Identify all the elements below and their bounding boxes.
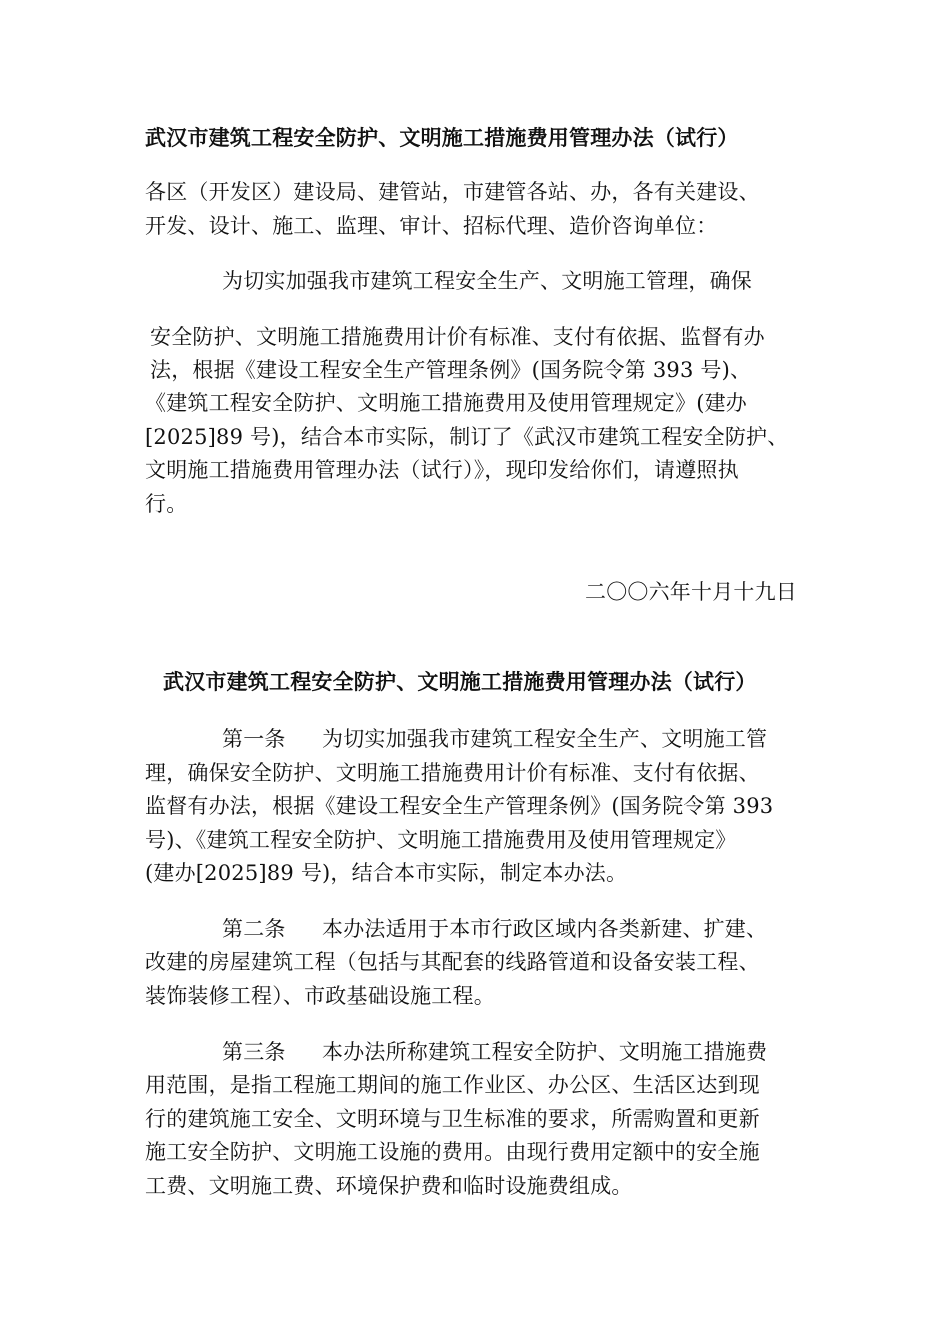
regulation-title: 武汉市建筑工程安全防护、文明施工措施费用管理办法（试行）	[163, 669, 757, 694]
article-line: 理，确保安全防护、文明施工措施费用计价有标准、支付有依据、	[145, 761, 760, 785]
article-first-line: 本办法所称建筑工程安全防护、文明施工措施费	[322, 1040, 768, 1064]
article-label: 第一条	[222, 727, 286, 751]
article-label: 第二条	[222, 917, 286, 941]
article-label: 第三条	[222, 1040, 286, 1064]
article-line: (建办[2025]89 号)，结合本市实际，制定本办法。	[145, 861, 628, 885]
notice-title: 武汉市建筑工程安全防护、文明施工措施费用管理办法（试行）	[145, 125, 739, 150]
article-line: 装饰装修工程）、市政基础设施工程。	[145, 984, 495, 1008]
notice-body-line: 法，根据《建设工程安全生产管理条例》(国务院令第 393 号)、	[150, 358, 752, 382]
notice-body-line: 文明施工措施费用管理办法（试行）》，现印发给你们，请遵照执	[145, 458, 739, 482]
notice-body-line: 行。	[145, 492, 188, 516]
notice-intro: 为切实加强我市建筑工程安全生产、文明施工管理，确保	[222, 269, 752, 293]
article-line: 用范围，是指工程施工期间的施工作业区、办公区、生活区达到现	[145, 1073, 760, 1097]
article-line: 改建的房屋建筑工程（包括与其配套的线路管道和设备安装工程、	[145, 950, 760, 974]
notice-body-line: 《建筑工程安全防护、文明施工措施费用及使用管理规定》(建办	[145, 391, 747, 415]
notice-recipients-line: 各区（开发区）建设局、建管站，市建管各站、办，各有关建设、	[145, 180, 760, 204]
notice-date: 二〇〇六年十月十九日	[585, 580, 797, 604]
notice-body-line: [2025]89 号)，结合本市实际，制订了《武汉市建筑工程安全防护、	[145, 425, 789, 449]
article-first-line: 本办法适用于本市行政区域内各类新建、扩建、	[322, 917, 768, 941]
article-line: 行的建筑施工安全、文明环境与卫生标准的要求，所需购置和更新	[145, 1107, 760, 1131]
article-line: 号)、《建筑工程安全防护、文明施工措施费用及使用管理规定》	[145, 828, 737, 852]
notice-body-line: 安全防护、文明施工措施费用计价有标准、支付有依据、监督有办	[150, 325, 765, 349]
article-first-line: 为切实加强我市建筑工程安全生产、文明施工管	[322, 727, 768, 751]
notice-recipients-line: 开发、设计、施工、监理、审计、招标代理、造价咨询单位：	[145, 214, 718, 238]
article-line: 工费、文明施工费、环境保护费和临时设施费组成。	[145, 1174, 633, 1198]
article-line: 施工安全防护、文明施工设施的费用。由现行费用定额中的安全施	[145, 1140, 760, 1164]
article-line: 监督有办法，根据《建设工程安全生产管理条例》(国务院令第 393	[145, 794, 774, 818]
